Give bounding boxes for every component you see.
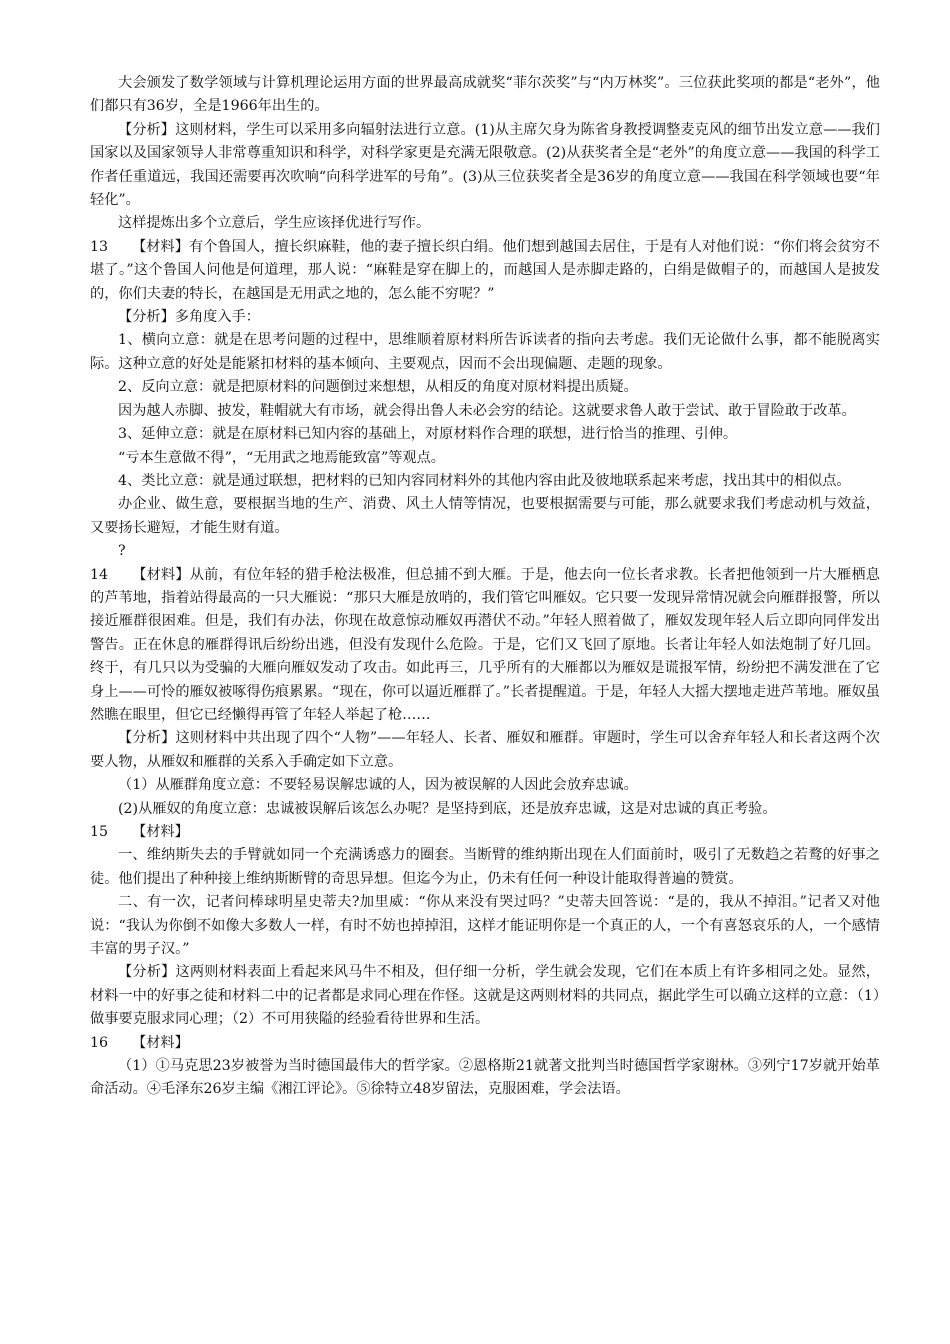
paragraph: (2)从雁奴的角度立意：忠诚被误解后该怎么办呢？是坚持到底，还是放弃忠诚，这是对忠诚的真正考验。 — [118, 800, 777, 817]
paragraph: （1）从雁群角度立意：不要轻易误解忠诚的人，因为被误解的人因此会放弃忠诚。 — [118, 777, 638, 794]
analysis-paragraph: 【分析】这两则材料表面上看起来风马牛不相及，但仔细一分析，学生就会发现，它们在本质上有许多相同之处。显然，材料一中的好事之徒和材料二中的记者都是求同心理在作怪。这就是这两则材料的共同点，据此学生可以确立这样的立意：（1）做事要克服求同心理；（2）不可用狭隘的经验看待世界和生活。 — [90, 964, 880, 1028]
material-label: 【材料】 — [132, 1034, 189, 1051]
paragraph: 2、反向立意：就是把原材料的问题倒过来想想，从相反的角度对原材料提出质疑。 — [118, 379, 638, 396]
analysis-paragraph: 【分析】这则材料中共出现了四个“人物”——年轻人、长者、雁奴和雁群。审题时，学生可以舍弃年轻人和长者这两个次要人物，从雁奴和雁群的关系入手确定如下立意。 — [90, 730, 880, 770]
item-13 — [90, 236, 880, 306]
analysis-paragraph: 【分析】这则材料，学生可以采用多向辐射法进行立意。(1)从主席欠身为陈省身教授调整麦克风的细节出发立意——我们国家以及国家领导人非常尊重知识和科学，对科学家更是充满无限敬意。(2)从获奖者全是“老外”的角度立意——我国的科学工作者任重道远，我国还需要再次吹响“向科学进军的号角”。(3)从三位获奖者全是36岁的角度立意——我国在科学领域也要“年轻化”。 — [90, 121, 880, 209]
material-text: 【材料】有个鲁国人，擅长织麻鞋，他的妻子擅长织白绢。他们想到越国去居住，于是有人对他们说：“你们将会贫穷不堪了。”这个鲁国人问他是何道理，那人说：“麻鞋是穿在脚上的，而越国人是赤脚走路的，白绢是做帽子的，而越国人是披发的，你们夫妻的特长，在越国是无用武之地的，怎么能不穷呢？” — [90, 238, 880, 302]
item-16 — [90, 1032, 880, 1055]
paragraph: 大会颁发了数学领域与计算机理论运用方面的世界最高成就奖“菲尔茨奖”与“内万林奖”。三位获此奖项的都是“老外”，他们都只有36岁，全是1966年出生的。 — [90, 75, 880, 115]
item-number: 14 — [90, 566, 109, 583]
paragraph: 因为越人赤脚、披发，鞋帽就大有市场，就会得出鲁人未必会穷的结论。这就要求鲁人敢于尝试、敢于冒险敢于改革。 — [118, 402, 856, 419]
item-15 — [90, 821, 880, 844]
document-page — [90, 72, 880, 1102]
item-number: 16 — [90, 1034, 109, 1051]
material-text: 【材料】从前，有位年轻的猎手枪法极准，但总捕不到大雁。于是，他去向一位长者求教。长者把他领到一片大雁栖息的芦苇地，指着站得最高的一只大雁说：“那只大雁是放哨的，我们管它叫雁奴。它只要一发现异常情况就会向雁群报警，所以接近雁群很困难。但是，我们有办法，你现在故意惊动雁奴再潜伏不动。”年轻人照着做了，雁奴发现年轻人后立即向同伴发出警告。正在休息的雁群得讯后纷纷出逃，但没有发现什么危险。于是，它们又飞回了原地。长者让年轻人如法炮制了好几回。终于，有几只以为受骗的大雁向雁奴发动了攻击。如此再三，几乎所有的大雁都以为雁奴是谎报军情，纷纷把不满发泄在了它身上——可怜的雁奴被啄得伤痕累累。“现在，你可以逼近雁群了。”长者提醒道。于是，年轻人大摇大摆地走进芦苇地。雁奴虽然瞧在眼里，但它已经懒得再管了年轻人举起了枪…… — [90, 566, 880, 723]
paragraph: 办企业、做生意，要根据当地的生产、消费、风土人情等情况，也要根据需要与可能，那么就要求我们考虑动机与效益，又要扬长避短，才能生财有道。 — [90, 496, 880, 536]
item-14 — [90, 564, 880, 728]
analysis-heading: 【分析】多角度入手： — [118, 309, 260, 326]
paragraph: 一、维纳斯失去的手臂就如同一个充满诱惑力的圈套。当断臂的维纳斯出现在人们面前时，吸引了无数趋之若鹜的好事之徒。他们提出了种种接上维纳斯断臂的奇思异想。但迄今为止，仍未有任何一种设计能取得普遍的赞赏。 — [90, 847, 880, 887]
paragraph: “亏本生意做不得”，“无用武之地焉能致富”等观点。 — [118, 449, 445, 466]
material-label: 【材料】 — [132, 824, 189, 840]
item-number: 13 — [90, 238, 109, 255]
paragraph: 3、延伸立意：就是在原材料已知内容的基础上，对原材料作合理的联想，进行恰当的推理、引伸。 — [118, 426, 738, 443]
paragraph: 二、有一次，记者问棒球明星史蒂夫?加里威：“你从来没有哭过吗？”史蒂夫回答说：“是的，我从不掉泪。”记者又对他说：“我认为你倒不如像大多数人一样，有时不妨也掉掉泪，这样才能证明你是一个真正的人，一个有喜怒哀乐的人，一个感情丰富的男子汉。” — [90, 894, 880, 958]
item-number: 15 — [90, 824, 109, 840]
paragraph: 4、类比立意：就是通过联想，把材料的已知内容同材料外的其他内容由此及彼地联系起来考虑，找出其中的相似点。 — [118, 472, 851, 489]
paragraph: 这样提炼出多个立意后，学生应该择优进行写作。 — [118, 215, 431, 232]
paragraph: 1、横向立意：就是在思考问题的过程中，思维顺着原材料所告诉读者的指向去考虑。我们无论做什么事，都不能脱离实际。这种立意的好处是能紧扣材料的基本倾向、主要观点，因而不会出现偏题、走题的现象。 — [90, 332, 880, 372]
question-mark-line: ? — [118, 543, 126, 560]
paragraph: （1）①马克思23岁被誉为当时德国最伟大的哲学家。②恩格斯21就著文批判当时德国哲学家谢林。③列宁17岁就开始革命活动。④毛泽东26岁主编《湘江评论》。⑤徐特立48岁留法，克服困难，学会法语。 — [90, 1058, 880, 1098]
